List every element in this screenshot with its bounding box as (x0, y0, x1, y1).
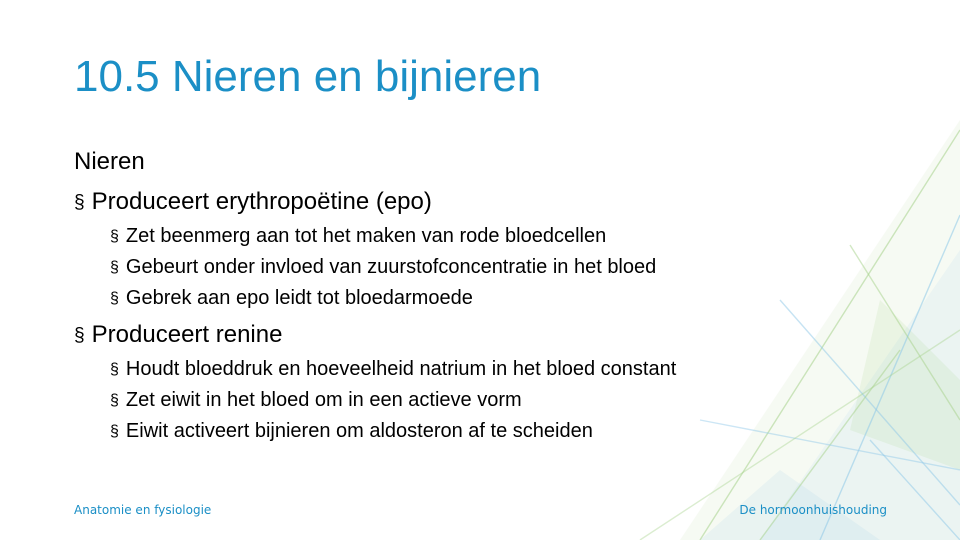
bullet-produceert-renine (74, 321, 282, 349)
sub-bullet-text: Eiwit activeert bijnieren om aldosteron af te scheiden (125, 420, 593, 442)
bullet-marker: § (110, 259, 119, 276)
sub-bullet-text: Zet eiwit in het bloed om in een actieve vorm (125, 389, 522, 411)
sub-bullet (110, 256, 656, 279)
sub-bullet (110, 225, 606, 248)
geometric-corner-pattern (640, 120, 960, 540)
bullet-text: Produceert erythropoëtine (epo) (91, 188, 432, 215)
sub-bullet-text: Gebrek aan epo leidt tot bloedarmoede (125, 287, 473, 309)
sub-bullet (110, 420, 593, 443)
bullet-produceert-epo (74, 188, 432, 216)
bullet-marker: § (110, 228, 119, 245)
sub-bullet-text: Gebeurt onder invloed van zuurstofconcentratie in het bloed (125, 256, 657, 278)
slide-title: 10.5 Nieren en bijnieren (74, 52, 542, 101)
bullet-text: Produceert renine (91, 321, 283, 348)
sub-bullet (110, 287, 473, 310)
bullet-marker: § (110, 392, 119, 409)
bullet-marker: § (74, 325, 85, 346)
bullet-marker: § (110, 290, 119, 307)
bullet-marker: § (74, 192, 85, 213)
section-heading: Nieren (74, 148, 145, 175)
footer-chapter-title: De hormoonhuishouding (739, 503, 887, 517)
sub-bullet (110, 389, 522, 412)
sub-bullet-text: Houdt bloeddruk en hoeveelheid natrium in het bloed constant (125, 358, 677, 380)
sub-bullet-text: Zet beenmerg aan tot het maken van rode bloedcellen (125, 225, 607, 247)
bullet-marker: § (110, 423, 119, 440)
sub-bullet (110, 358, 676, 381)
bullet-marker: § (110, 361, 119, 378)
footer-course-title: Anatomie en fysiologie (74, 503, 212, 517)
